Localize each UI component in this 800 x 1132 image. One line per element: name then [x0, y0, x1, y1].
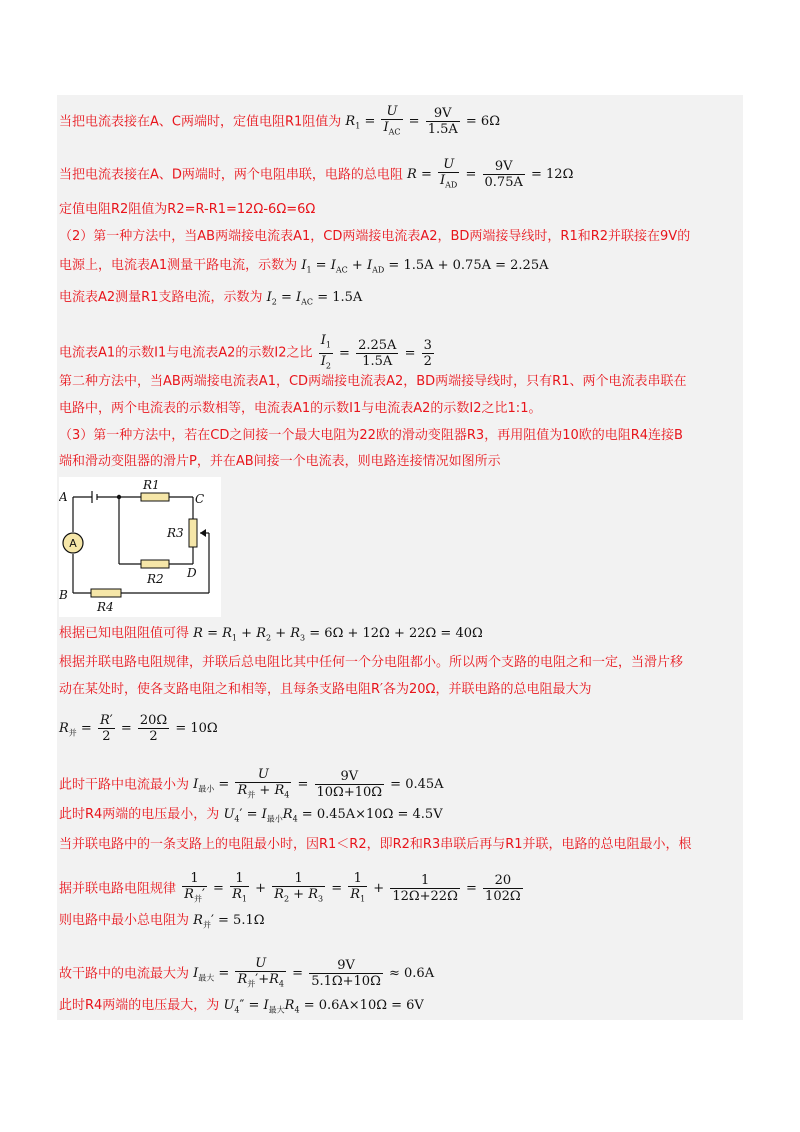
text-l15: 则电路中最小总电阻为 — [59, 913, 190, 928]
text-l6: 电流表A1的示数I1与电流表A2的示数I2之比 — [59, 345, 313, 361]
text-line-10b: 动在某处时，使各支路电阻之和相等，且每条支路电阻R′各为20Ω，并联电路的总电阻最大为 — [59, 682, 592, 697]
text-line-6 — [59, 333, 436, 373]
text-l4b: 电源上，电流表A1测量干路电流，示数为 — [59, 258, 298, 273]
label-a: A — [59, 490, 68, 504]
text-line-2 — [59, 157, 573, 193]
label-r2: R2 — [147, 572, 164, 586]
text-l14b: 据并联电路电阻规律 — [59, 881, 177, 897]
text-line-9 — [59, 625, 483, 648]
text-l9: 根据已知电阻阻值可得 — [59, 626, 190, 641]
text-line-14b — [59, 871, 525, 907]
formula-u4-max: $U_4'' = I_{最大}R_4 = 0.6A\times 10\Omega = 6V$ — [223, 998, 424, 1015]
resistor-r2 — [141, 560, 169, 568]
formula-u4-min: $U_4' = I_{最小}R_4 = 0.45A\times 10\Omega = 4.5V$ — [223, 807, 443, 824]
text-line-1 — [59, 104, 500, 140]
label-r3: R3 — [167, 526, 184, 540]
text-line-16 — [59, 956, 434, 992]
resistor-r3 — [189, 519, 197, 547]
formula-r1: $R_1$ = $\frac{U}{I_{AC}}$ = $\frac{9V}{1.5A}$ = 6Ω — [345, 104, 500, 138]
label-r4: R4 — [97, 600, 114, 614]
slider-arrow — [200, 529, 206, 537]
text-l16: 故干路中的电流最大为 — [59, 966, 190, 982]
formula-r-min: $R_并' = 5.1\Omega$ — [193, 913, 265, 930]
text-line-15 — [59, 912, 265, 935]
circuit-svg — [59, 477, 221, 617]
label-r1: R1 — [143, 478, 160, 492]
formula-r-parallel-min: $\frac{1}{R_并'}$ = $\frac{1}{R_1}$ + $\frac{1}{R_2 + R_3}$ = $\frac{1}{R_1}$ + $\frac{1}{12\Omega+22\Omega}$ = $\frac{20}{102\Omega}$ — [184, 871, 521, 905]
text-l2: 当把电流表接在A、D两端时，两个电阻串联，电路的总电阻 — [59, 167, 403, 183]
text-line-10a: 根据并联电路电阻规律，并联后总电阻比其中任何一个分电阻都小。所以两个支路的电阻之和一定，当滑片移 — [59, 655, 684, 670]
formula-r-total: R = $\frac{U}{I_{AD}}$ = $\frac{9V}{0.75A}$ = 12Ω — [407, 157, 574, 191]
circuit-diagram — [59, 477, 221, 617]
label-b: B — [59, 588, 68, 602]
text-line-12 — [59, 767, 444, 803]
text-l5: 电流表A2测量R1支路电流，示数为 — [59, 290, 263, 305]
resistor-r4 — [91, 589, 121, 597]
formula-i1: $I_1 = I_{AC} + I_{AD} = 1.5A + 0.75A = 2.25A$ — [301, 258, 549, 275]
label-d: D — [187, 566, 197, 580]
text-line-8a: （3）第一种方法中，若在CD之间接一个最大电阻为22欧的滑动变阻器R3，再用阻值为10欧的电阻R4连接B — [59, 428, 683, 443]
text-l1: 当把电流表接在A、C两端时，定值电阻R1阻值为 — [59, 114, 342, 130]
formula-i-min: $I_{最小}$ = $\frac{U}{R_并 + R_4}$ = $\frac{9V}{10\Omega+10\Omega}$ = 0.45A — [193, 767, 444, 801]
text-l13: 此时R4两端的电压最小，为 — [59, 807, 220, 822]
formula-i-max: $I_{最大}$ = $\frac{U}{R_并'+R_4}$ = $\frac{9V}{5.1\Omega+10\Omega}$ ≈ 0.6A — [193, 956, 435, 990]
junction-dot — [117, 495, 121, 499]
text-line-14a: 当并联电路中的一条支路上的电阻最小时，因R1＜R2，即R2和R3串联后再与R1并联，电路的总电阻最小，根 — [59, 837, 692, 852]
text-line-4b — [59, 257, 548, 280]
text-l12: 此时干路中电流最小为 — [59, 777, 190, 793]
text-line-7b: 电路中，两个电流表的示数相等，电流表A1的示数I1与电流表A2的示数I2之比1:1。 — [59, 401, 542, 416]
text-line-11 — [59, 713, 218, 744]
formula-i2: $I_2 = I_{AC} = 1.5A$ — [266, 290, 363, 307]
text-line-4a: （2）第一种方法中，当AB两端接电流表A1，CD两端接电流表A2，BD两端接导线时，R1和R2并联接在9V的 — [59, 229, 691, 244]
text-line-13 — [59, 806, 443, 829]
text-l17: 此时R4两端的电压最大，为 — [59, 998, 220, 1013]
text-line-3: 定值电阻R2阻值为R2=R-R1=12Ω-6Ω=6Ω — [59, 202, 316, 217]
formula-r-parallel: $R_并$ = $\frac{R'}{2}$ = $\frac{20\Omega}{2}$ = 10Ω — [59, 713, 218, 744]
text-line-8b: 端和滑动变阻器的滑片P，并在AB间接一个电流表，则电路连接情况如图所示 — [59, 454, 501, 469]
label-c: C — [195, 492, 205, 506]
text-line-5 — [59, 289, 362, 312]
ammeter-label: A — [69, 537, 77, 550]
formula-ratio: $\frac{I_1}{I_2}$ = $\frac{2.25A}{1.5A}$ = $\frac{3}{2}$ — [320, 333, 432, 371]
resistor-r1 — [141, 493, 169, 501]
text-line-17 — [59, 997, 424, 1020]
text-line-7a: 第二种方法中，当AB两端接电流表A1，CD两端接电流表A2，BD两端接导线时，只有R1、两个电流表串联在 — [59, 374, 687, 389]
formula-r-sum: $R = R_1 + R_2 + R_3 = 6\Omega + 12\Omega + 22\Omega = 40\Omega$ — [193, 626, 483, 643]
